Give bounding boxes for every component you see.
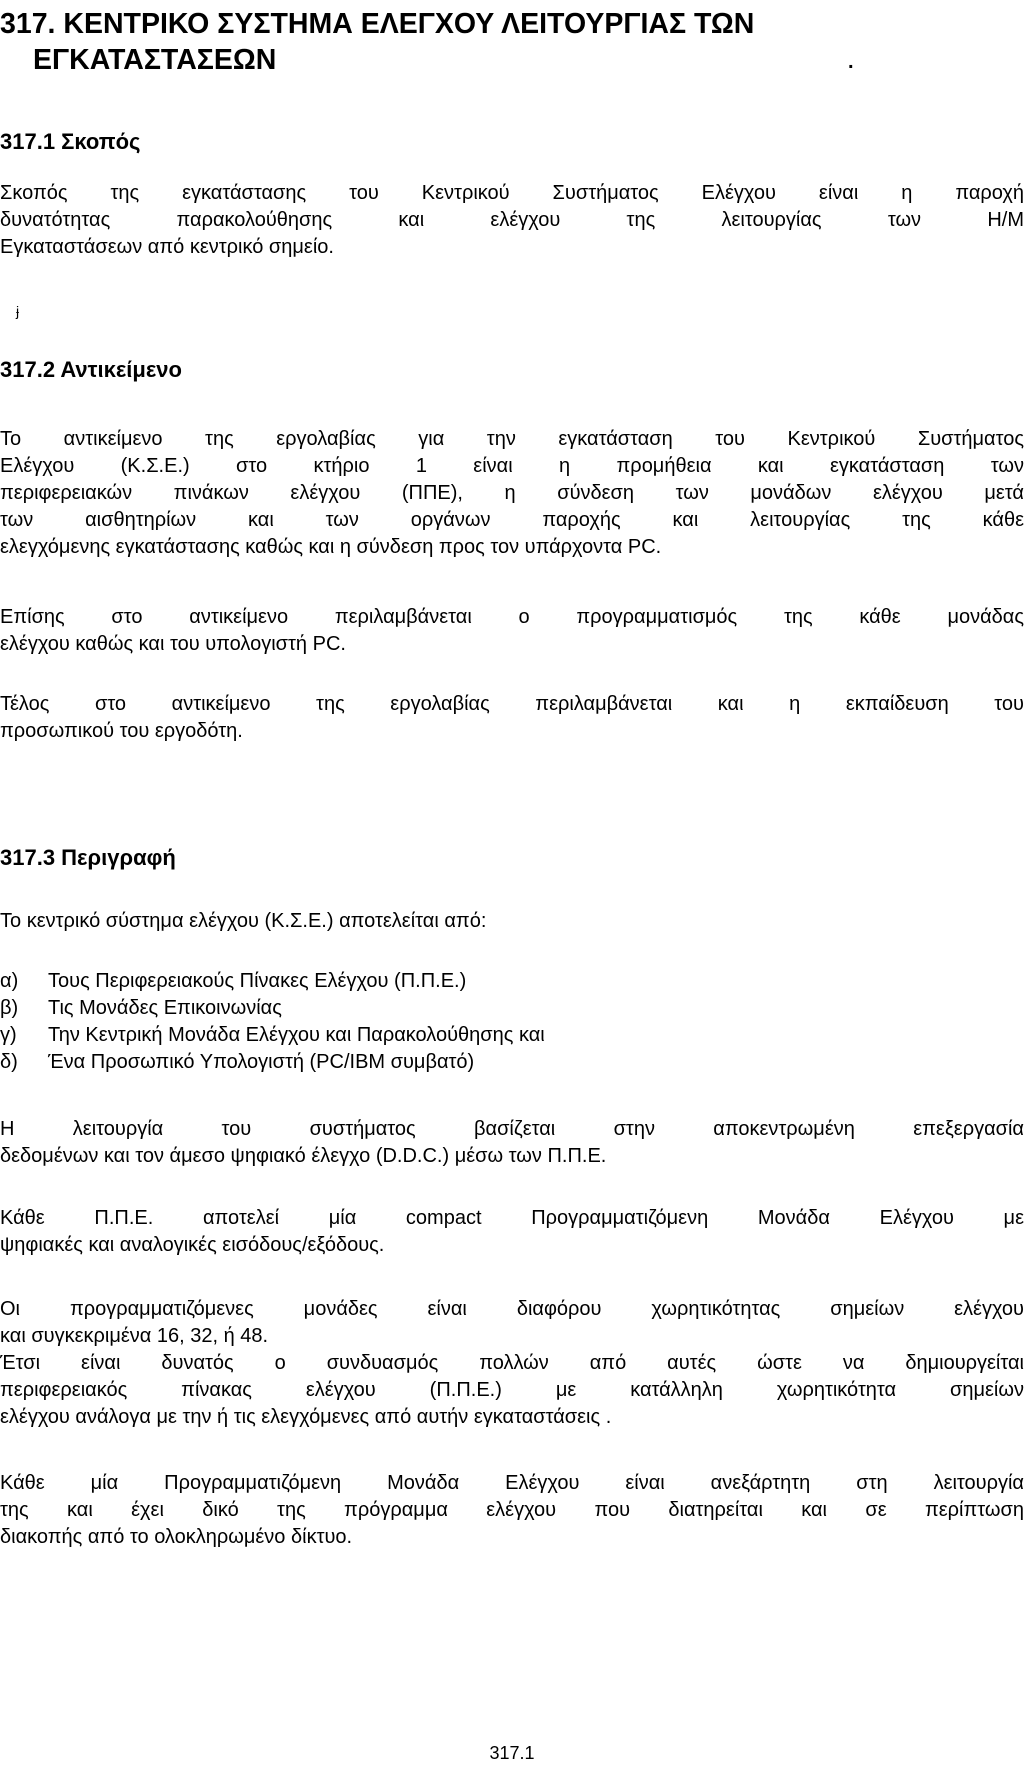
title-line-2: ΕΓΚΑΤΑΣΤΑΣΕΩΝ [33, 44, 277, 76]
text-line: δεδομένων και τον άμεσο ψηφιακό έλεγχο (D.D.C.) μέσω των Π.Π.Ε. [0, 1145, 607, 1167]
text-line: Τέλος στο αντικείμενο της εργολαβίας περιλαμβάνεται και η εκπαίδευση του [0, 693, 1024, 715]
document-title [0, 6, 1020, 78]
description-paragraph-2 [0, 1205, 1024, 1259]
scope-paragraph-1 [0, 426, 1024, 561]
list-item-text: Τους Περιφερειακούς Πίνακες Ελέγχου (Π.Π.Ε.) [48, 970, 467, 992]
text-line: περιφερειακών πινάκων ελέγχου (ΠΠΕ), η σύνδεση των μονάδων ελέγχου μετά [0, 482, 1024, 504]
text-line: Το κεντρικό σύστημα ελέγχου (Κ.Σ.Ε.) αποτελείται από: [0, 910, 487, 932]
text-line: Σκοπός της εγκατάστασης του Κεντρικού Συστήματος Ελέγχου είναι η παροχή [0, 182, 1024, 204]
text-line: Ελέγχου (Κ.Σ.Ε.) στο κτήριο 1 είναι η προμήθεια και εγκατάσταση των [0, 455, 1024, 477]
list-item-label: α) [0, 970, 19, 992]
text-line: και συγκεκριμένα 16, 32, ή 48. [0, 1325, 269, 1347]
list-item-text: Τις Μονάδες Επικοινωνίας [48, 997, 282, 1019]
page-number: 317.1 [489, 1743, 535, 1763]
text-line: Κάθε μία Προγραμματιζόμενη Μονάδα Ελέγχου είναι ανεξάρτητη στη λειτουργία [0, 1472, 1024, 1494]
text-line: Κάθε Π.Π.Ε. αποτελεί μία compact Προγραμματιζόμενη Μονάδα Ελέγχου με [0, 1207, 1024, 1229]
list-item-text: Ένα Προσωπικό Υπολογιστή (PC/IBM συμβατό) [48, 1051, 475, 1073]
scope-paragraph-3 [0, 691, 1024, 745]
text-line: Το αντικείμενο της εργολαβίας για την εγκατάσταση του Κεντρικού Συστήματος [0, 428, 1024, 450]
list-item [0, 995, 1024, 1022]
description-paragraph-4 [0, 1470, 1024, 1551]
text-line: προσωπικού του εργοδότη. [0, 720, 243, 742]
purpose-paragraph [0, 180, 1024, 261]
text-line: περιφερειακός πίνακας ελέγχου (Π.Π.Ε.) με κατάλληλη χωρητικότητα σημείων [0, 1379, 1024, 1401]
list-item-label: β) [0, 997, 19, 1019]
section-heading-purpose: 317.1 Σκοπός [0, 129, 141, 154]
title-line-1: 317. ΚΕΝΤΡΙΚΟ ΣΥΣΤΗΜΑ ΕΛΕΓΧΟΥ ΛΕΙΤΟΥΡΓΙΑΣ ΤΩΝ [0, 8, 755, 40]
description-paragraph-1 [0, 1116, 1024, 1170]
section-heading-scope: 317.2 Αντικείμενο [0, 357, 182, 382]
title-dot: . [848, 51, 854, 73]
list-item [0, 1022, 1024, 1049]
list-item [0, 968, 1024, 995]
text-line: των αισθητηρίων και των οργάνων παροχής και λειτουργίας της κάθε [0, 509, 1024, 531]
text-line: Επίσης στο αντικείμενο περιλαμβάνεται ο προγραμματισμός της κάθε μονάδας [0, 606, 1024, 628]
text-line: Εγκαταστάσεων από κεντρικό σημείο. [0, 236, 334, 258]
section-heading-description: 317.3 Περιγραφή [0, 845, 176, 870]
list-item [0, 1049, 1024, 1076]
text-line: ψηφιακές και αναλογικές εισόδους/εξόδους. [0, 1234, 385, 1256]
scope-paragraph-2 [0, 604, 1024, 658]
text-line: ελεγχόμενης εγκατάστασης καθώς και η σύνδεση προς τον υπάρχοντα PC. [0, 536, 662, 558]
list-item-label: δ) [0, 1051, 18, 1073]
text-line: ελέγχου καθώς και του υπολογιστή PC. [0, 633, 346, 655]
text-line: της και έχει δικό της πρόγραμμα ελέγχου που διατηρείται και σε περίπτωση [0, 1499, 1024, 1521]
text-line: ελέγχου ανάλογα με την ή τις ελεγχόμενες από αυτήν εγκαταστάσεις . [0, 1406, 612, 1428]
description-intro [0, 908, 1024, 935]
text-line: Οι προγραμματιζόμενες μονάδες είναι διαφόρου χωρητικότητας σημείων ελέγχου [0, 1298, 1024, 1320]
list-item-label: γ) [0, 1024, 17, 1046]
text-line: δυνατότητας παρακολούθησης και ελέγχου της λειτουργίας των Η/Μ [0, 209, 1024, 231]
text-line: Η λειτουργία του συστήματος βασίζεται στην αποκεντρωμένη επεξεργασία [0, 1118, 1024, 1140]
text-line: διακοπής από το ολοκληρωμένο δίκτυο. [0, 1526, 353, 1548]
text-line: Έτσι είναι δυνατός ο συνδυασμός πολλών από αυτές ώστε να δημιουργείται [0, 1352, 1024, 1374]
description-paragraph-3 [0, 1296, 1024, 1431]
list-item-text: Την Κεντρική Μονάδα Ελέγχου και Παρακολούθησης και [48, 1024, 545, 1046]
scan-mark: ɉ [16, 303, 20, 319]
components-list [0, 968, 1024, 1076]
